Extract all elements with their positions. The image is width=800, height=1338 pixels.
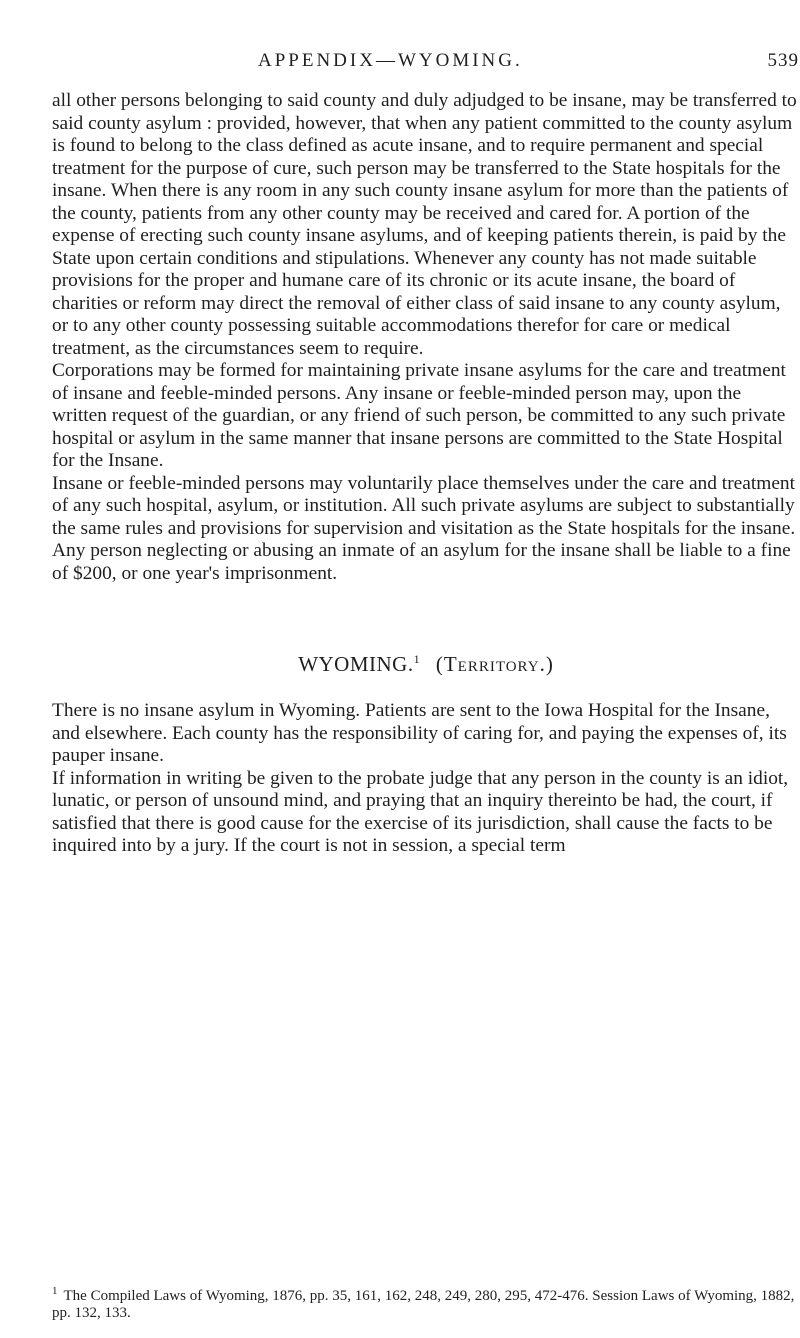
running-title: APPENDIX—WYOMING. <box>258 50 523 71</box>
paragraph: Any person neglecting or abusing an inmate of an asylum for the insane shall be liable to a fine of $200, or one year's imprisonment. <box>52 540 791 584</box>
paragraph: Corporations may be formed for maintaining private insane asylums for the care and treatment of insane and feeble-minded persons. Any insane or feeble-minded person may, upon the written request of the guardian, or any friend of such person, be committed to any such private hospital or asylum in the same manner that insane persons are committed to the State Hospital for the Insane. <box>52 360 786 471</box>
body-text-top <box>52 90 800 585</box>
footnote-mark: 1 <box>52 1285 58 1297</box>
paragraph: Insane or feeble-minded persons may voluntarily place themselves under the care and treatment of any such hospital, asylum, or institution. All such private asylums are subject to substantially the same rules and provisions for supervision and visitation as the State hospitals for the insane. <box>52 472 796 539</box>
paragraph: There is no insane asylum in Wyoming. Patients are sent to the Iowa Hospital for the Insane, and elsewhere. Each county has the responsibility of caring for, and paying the expenses of, its pauper insane. <box>52 700 787 766</box>
section-heading <box>52 652 800 677</box>
running-head <box>258 50 799 76</box>
page-number: 539 <box>767 50 799 71</box>
paragraph: all other persons belonging to said county and duly adjudged to be insane, may be transferred to said county asylum : provided, however, that when any patient committed to the county asylum is found to belong to the class defined as acute insane, and to require permanent and special treatment for the purpose of cure, such person may be transferred to the State hospitals for the insane. When there is any room in any such county insane asylum for more than the patients of the county, patients from any other county may be received and cared for. A portion of the expense of erecting such county insane asylums, and of keeping patients therein, is paid by the State upon certain conditions and stipulations. Whenever any county has not made suitable provisions for the proper and humane care of its chronic or its acute insane, the board of charities or reform may direct the removal of either class of said insane to any county asylum, or to any other county possessing suitable accommodations therefor for care or medical treatment, as the circumstances seem to require. <box>52 90 797 359</box>
section-subtitle: (Territory.) <box>435 652 554 676</box>
footnote <box>52 1283 800 1322</box>
paragraph: If information in writing be given to the probate judge that any person in the county is an idiot, lunatic, or person of unsound mind, and praying that an inquiry thereinto be had, the court, if satisfied that there is good cause for the exercise of its jurisdiction, shall cause the facts to be inquired into by a jury. If the court is not in session, a special term <box>52 767 789 856</box>
body-text-bottom <box>52 700 800 858</box>
footnote-reference: 1 <box>413 652 421 666</box>
footnote-text: The Compiled Laws of Wyoming, 1876, pp. 35, 161, 162, 248, 249, 280, 295, 472-476. Session Laws of Wyoming, 1882, pp. 132, 133. <box>52 1288 795 1321</box>
section-title: WYOMING. <box>298 652 414 676</box>
